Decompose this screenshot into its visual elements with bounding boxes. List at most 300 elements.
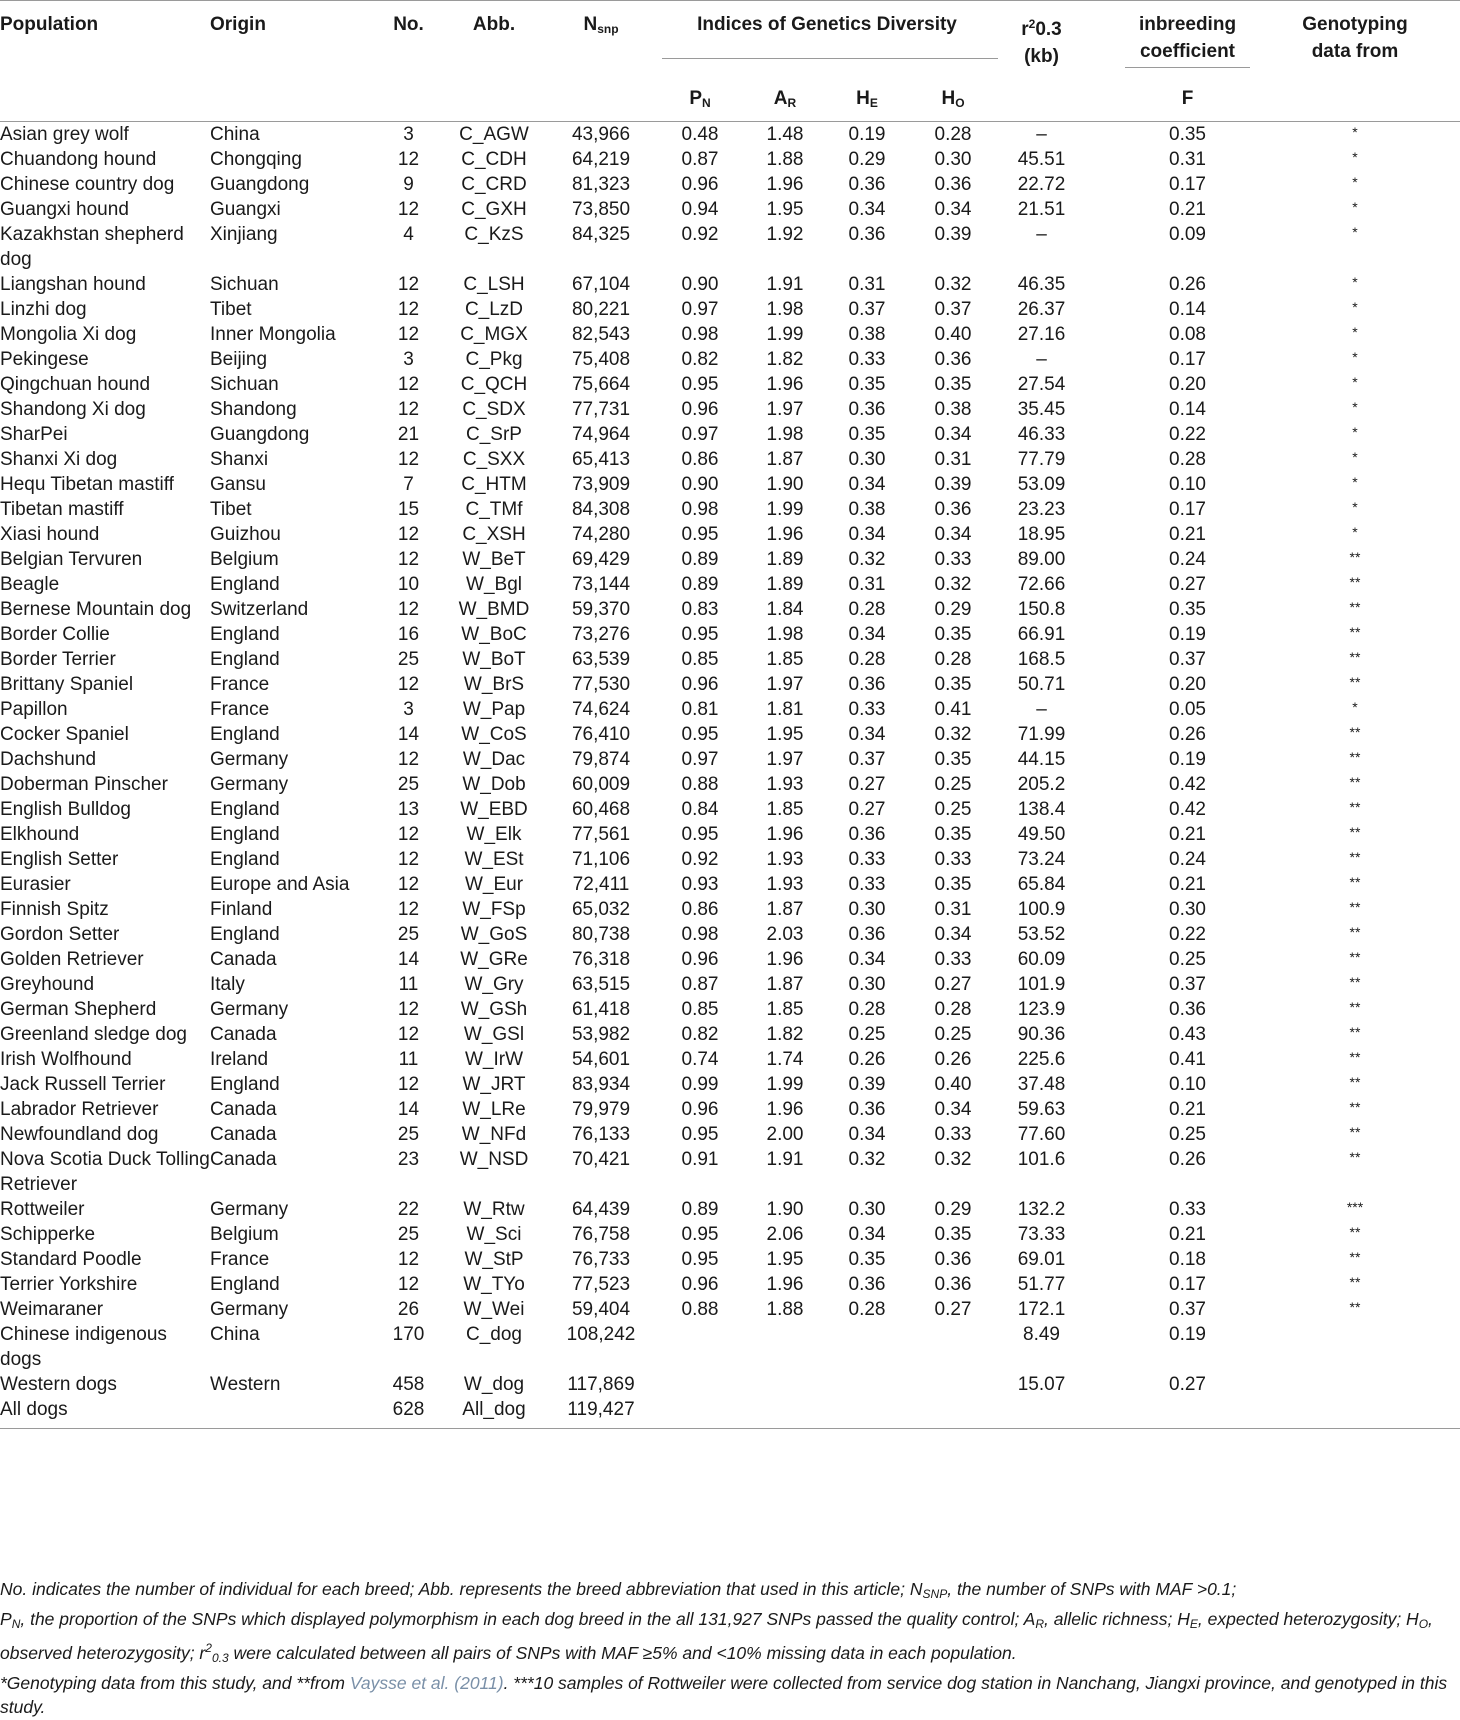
cell-f: 0.41	[1169, 1049, 1206, 1070]
cell-src: **	[1349, 749, 1361, 765]
cell-pn: 0.97	[681, 424, 719, 445]
cell-ar	[744, 1322, 826, 1372]
cell-no: 12	[397, 1274, 420, 1295]
cell-no: 26	[397, 1299, 420, 1320]
cell-r2: –	[1036, 699, 1047, 720]
col-ar: $A_R$	[744, 73, 826, 122]
cell-f: 0.14	[1169, 299, 1206, 320]
cell-population: Shanxi Xi dog	[0, 449, 118, 470]
cell-f: 0.17	[1169, 499, 1206, 520]
cell-src: **	[1349, 1024, 1361, 1040]
cell-population: Border Terrier	[0, 649, 116, 670]
cell-f: 0.17	[1169, 174, 1206, 195]
col-genotyping: Genotyping data from	[1302, 14, 1408, 62]
cell-nsnp: 60,009	[571, 774, 631, 795]
table-row	[0, 1122, 1460, 1147]
cell-population: Eurasier	[0, 874, 71, 895]
cell-f: 0.30	[1169, 899, 1206, 920]
cell-r2: 138.4	[1017, 799, 1066, 820]
table-row	[0, 872, 1460, 897]
cell-r2: 69.01	[1017, 1249, 1066, 1270]
cell-abb: W_Wei	[463, 1299, 525, 1320]
cell-no: 12	[397, 824, 420, 845]
cell-he: 0.34	[848, 199, 886, 220]
cell-origin: England	[210, 824, 280, 845]
cell-he: 0.37	[848, 749, 886, 770]
cell-abb: W_GoS	[460, 924, 528, 945]
cell-pn: 0.99	[681, 1074, 719, 1095]
cell-no: 25	[397, 774, 420, 795]
cell-no: 628	[375, 1397, 442, 1429]
cell-ar: 1.91	[766, 274, 804, 295]
cell-ar: 2.03	[766, 924, 804, 945]
cell-abb: W_BrS	[463, 674, 525, 695]
cell-pn: 0.86	[681, 449, 719, 470]
cell-src: **	[1349, 1299, 1361, 1315]
cell-ho: 0.25	[934, 799, 972, 820]
cell-pn: 0.85	[681, 649, 719, 670]
cell-he: 0.33	[848, 349, 886, 370]
cell-origin: Sichuan	[210, 274, 279, 295]
cell-src: *	[1352, 474, 1358, 490]
cell-r2: 21.51	[1017, 199, 1066, 220]
cell-no: 13	[397, 799, 420, 820]
cell-pn: 0.89	[681, 1199, 719, 1220]
cell-abb: W_NSD	[459, 1149, 529, 1170]
table-row	[0, 1222, 1460, 1247]
table-row	[0, 1322, 1460, 1372]
cell-r2	[998, 1397, 1085, 1429]
cell-no: 4	[403, 224, 414, 245]
cell-origin: Guizhou	[210, 524, 281, 545]
table-row	[0, 372, 1460, 397]
cell-he: 0.32	[848, 549, 886, 570]
cell-src: **	[1349, 649, 1361, 665]
cell-abb: W_Sci	[466, 1224, 522, 1245]
cell-ho: 0.33	[934, 949, 972, 970]
cell-ho: 0.30	[934, 149, 972, 170]
cell-origin: Guangdong	[210, 174, 310, 195]
cell-he: 0.30	[848, 974, 886, 995]
cell-no: 3	[403, 124, 414, 145]
cell-nsnp: 59,370	[571, 599, 631, 620]
cell-origin: Germany	[210, 1199, 289, 1220]
cell-src: *	[1352, 399, 1358, 415]
col-inbreeding: inbreeding coefficient	[1125, 1, 1250, 73]
col-r2: $r^20.3$ (kb)	[1021, 17, 1062, 67]
table-row	[0, 272, 1460, 297]
cell-pn: 0.85	[681, 999, 719, 1020]
table-row	[0, 1247, 1460, 1272]
cell-abb: W_TYo	[463, 1274, 525, 1295]
cell-nsnp: 70,421	[571, 1149, 631, 1170]
table-row	[0, 122, 1460, 148]
cell-no: 12	[397, 299, 420, 320]
cell-no: 25	[397, 649, 420, 670]
cell-ar: 1.48	[766, 124, 804, 145]
cell-ho: 0.34	[934, 199, 972, 220]
cell-abb: W_Elk	[466, 824, 522, 845]
cell-abb: C_CRD	[461, 174, 527, 195]
cell-origin: China	[210, 1324, 260, 1345]
cell-r2: 37.48	[1017, 1074, 1066, 1095]
cell-pn: 0.96	[681, 949, 719, 970]
cell-r2: 168.5	[1017, 649, 1066, 670]
cell-no: 12	[397, 274, 420, 295]
cell-pn: 0.82	[681, 349, 719, 370]
table-row	[0, 497, 1460, 522]
cell-ho: 0.38	[934, 399, 972, 420]
cell-abb: All_dog	[442, 1397, 546, 1429]
cell-r2: 53.09	[1017, 474, 1066, 495]
table-row	[0, 572, 1460, 597]
cell-nsnp: 119,427	[546, 1397, 656, 1429]
cell-src: *	[1352, 349, 1358, 365]
cell-ho: 0.36	[934, 1249, 972, 1270]
cell-ho: 0.35	[934, 374, 972, 395]
vaysse-reference-link[interactable]: Vaysse et al. (2011)	[349, 1672, 504, 1693]
cell-r2: 205.2	[1017, 774, 1066, 795]
cell-he: 0.36	[848, 674, 886, 695]
cell-population: Bernese Mountain dog	[0, 599, 192, 620]
cell-he: 0.28	[848, 599, 886, 620]
cell-pn: 0.87	[681, 974, 719, 995]
cell-ho: 0.36	[934, 349, 972, 370]
cell-f: 0.25	[1169, 949, 1206, 970]
cell-he: 0.36	[848, 174, 886, 195]
cell-ho: 0.28	[934, 649, 972, 670]
cell-src: *	[1352, 149, 1358, 165]
cell-ho: 0.36	[934, 174, 972, 195]
cell-pn: 0.98	[681, 324, 719, 345]
cell-population: Brittany Spaniel	[0, 674, 134, 695]
cell-population: Finnish Spitz	[0, 899, 109, 920]
cell-origin: Canada	[210, 1124, 277, 1145]
cell-f: 0.21	[1169, 199, 1206, 220]
cell-ar: 1.87	[766, 974, 804, 995]
cell-src: *	[1352, 324, 1358, 340]
cell-ar: 1.97	[766, 399, 804, 420]
cell-r2: 46.33	[1017, 424, 1066, 445]
cell-no: 3	[403, 349, 414, 370]
cell-ar: 1.93	[766, 874, 804, 895]
cell-f: 0.22	[1169, 424, 1206, 445]
cell-abb: W_GSl	[463, 1024, 525, 1045]
table-row	[0, 922, 1460, 947]
cell-r2: 46.35	[1017, 274, 1066, 295]
cell-no: 12	[397, 549, 420, 570]
cell-ho: 0.25	[934, 1024, 972, 1045]
cell-ar: 2.00	[766, 1124, 804, 1145]
cell-population: Qingchuan hound	[0, 374, 151, 395]
cell-src: **	[1349, 874, 1361, 890]
cell-no: 25	[397, 924, 420, 945]
cell-pn: 0.93	[681, 874, 719, 895]
cell-src: *	[1352, 699, 1358, 715]
table-row	[0, 547, 1460, 572]
cell-abb: W_FSp	[462, 899, 526, 920]
cell-he: 0.36	[848, 224, 886, 245]
cell-he: 0.28	[848, 999, 886, 1020]
cell-no: 14	[397, 949, 420, 970]
cell-origin: Guangxi	[210, 199, 281, 220]
cell-ar: 1.90	[766, 1199, 804, 1220]
cell-r2: 59.63	[1017, 1099, 1066, 1120]
cell-population: Weimaraner	[0, 1299, 104, 1320]
cell-r2: 123.9	[1017, 999, 1066, 1020]
cell-r2: –	[1036, 349, 1047, 370]
cell-ho: 0.36	[934, 1274, 972, 1295]
cell-abb: C_KzS	[464, 224, 524, 245]
cell-f: 0.08	[1169, 324, 1206, 345]
cell-no: 12	[397, 199, 420, 220]
table-row	[0, 297, 1460, 322]
col-origin: Origin	[210, 14, 266, 35]
cell-no: 12	[397, 1249, 420, 1270]
table-row	[0, 172, 1460, 197]
cell-abb: C_TMf	[465, 499, 523, 520]
cell-r2: 27.16	[1017, 324, 1066, 345]
cell-src: *	[1352, 424, 1358, 440]
cell-no: 7	[403, 474, 414, 495]
cell-nsnp: 73,850	[571, 199, 631, 220]
cell-population: Chinese indigenous dogs	[0, 1324, 167, 1370]
cell-ho: 0.29	[934, 599, 972, 620]
cell-f: 0.42	[1169, 774, 1206, 795]
cell-f: 0.19	[1169, 624, 1206, 645]
cell-he: 0.26	[848, 1049, 886, 1070]
cell-nsnp: 75,664	[571, 374, 631, 395]
cell-r2: 73.24	[1017, 849, 1066, 870]
cell-population: Linzhi dog	[0, 299, 87, 320]
cell-f: 0.17	[1169, 349, 1206, 370]
cell-ho: 0.34	[934, 524, 972, 545]
cell-population: Nova Scotia Duck Tolling Retriever	[0, 1149, 210, 1195]
cell-abb: W_Rtw	[463, 1199, 525, 1220]
cell-pn: 0.97	[681, 749, 719, 770]
cell-pn: 0.96	[681, 1099, 719, 1120]
cell-ar: 1.88	[766, 149, 804, 170]
cell-ar: 1.98	[766, 624, 804, 645]
cell-no: 11	[398, 1049, 419, 1070]
cell-origin: Tibet	[210, 499, 252, 520]
table-row	[0, 447, 1460, 472]
cell-no: 12	[397, 849, 420, 870]
cell-abb: C_Pkg	[465, 349, 523, 370]
cell-f: 0.35	[1169, 124, 1206, 145]
cell-ar: 1.99	[766, 324, 804, 345]
cell-r2: 100.9	[1017, 899, 1066, 920]
cell-nsnp: 76,133	[571, 1124, 631, 1145]
cell-no: 10	[397, 574, 420, 595]
cell-f: 0.37	[1169, 974, 1206, 995]
cell-nsnp: 73,144	[571, 574, 631, 595]
cell-origin: Gansu	[210, 474, 266, 495]
cell-population: Greenland sledge dog	[0, 1024, 187, 1045]
cell-no: 12	[397, 1024, 420, 1045]
cell-abb: C_XSH	[462, 524, 526, 545]
footnote-abbreviations: No. indicates the number of individual for each breed; Abb. represents the breed abbreviation that used in this article; $N_{SNP}$, the number of SNPs with MAF >0.1; $P_N$, the proportion of the SNPs which displayed polymorphism in each dog breed in the all 131,927 SNPs passed the quality control; $A_R$, allelic richness; $H_E$, expected heterozygosity; $H_O$, observed heterozygosity; $r^2_{0.3}$ were calculated between all pairs of SNPs with MAF ≥5% and <10% missing data in each population.	[0, 1579, 1433, 1665]
cell-nsnp: 77,523	[571, 1274, 631, 1295]
cell-origin: Sichuan	[210, 374, 279, 395]
cell-src	[1250, 1372, 1460, 1397]
cell-src: **	[1349, 924, 1361, 940]
cell-src: *	[1352, 174, 1358, 190]
cell-origin: Guangdong	[210, 424, 310, 445]
cell-ho: 0.35	[934, 749, 972, 770]
cell-abb: W_ESt	[464, 849, 524, 870]
cell-nsnp: 64,219	[571, 149, 631, 170]
cell-f: 0.21	[1169, 1224, 1206, 1245]
cell-no: 12	[397, 1074, 420, 1095]
cell-pn: 0.92	[681, 849, 719, 870]
table-row	[0, 947, 1460, 972]
cell-src: **	[1349, 1224, 1361, 1240]
cell-nsnp: 65,413	[571, 449, 631, 470]
table-row	[0, 322, 1460, 347]
cell-abb: W_BoC	[461, 624, 527, 645]
cell-abb: C_GXH	[461, 199, 527, 220]
cell-he	[826, 1397, 908, 1429]
cell-r2: 26.37	[1017, 299, 1066, 320]
cell-pn: 0.95	[681, 1224, 719, 1245]
cell-r2: 23.23	[1017, 499, 1066, 520]
cell-population: Rottweiler	[0, 1199, 85, 1220]
cell-pn: 0.48	[681, 124, 719, 145]
cell-nsnp: 84,325	[571, 224, 631, 245]
cell-population: Tibetan mastiff	[0, 499, 124, 520]
cell-nsnp: 77,530	[571, 674, 631, 695]
cell-nsnp: 82,543	[571, 324, 631, 345]
cell-origin: Shandong	[210, 399, 297, 420]
cell-population: Shandong Xi dog	[0, 399, 146, 420]
cell-population: Kazakhstan shepherd dog	[0, 224, 184, 270]
table-row	[0, 522, 1460, 547]
cell-population: Newfoundland dog	[0, 1124, 159, 1145]
cell-origin: England	[210, 799, 280, 820]
cell-f: 0.17	[1169, 1274, 1206, 1295]
cell-src: *	[1352, 299, 1358, 315]
cell-population: Chuandong hound	[0, 149, 157, 170]
cell-ar: 1.81	[766, 699, 804, 720]
cell-abb: C_QCH	[460, 374, 528, 395]
cell-nsnp: 76,733	[571, 1249, 631, 1270]
cell-abb: W_Dob	[462, 774, 526, 795]
cell-he: 0.39	[848, 1074, 886, 1095]
cell-origin: Belgium	[210, 549, 279, 570]
cell-ho: 0.35	[934, 624, 972, 645]
cell-src: **	[1349, 724, 1361, 740]
cell-he: 0.34	[848, 1124, 886, 1145]
cell-he: 0.25	[848, 1024, 886, 1045]
cell-abb: W_CoS	[461, 724, 527, 745]
cell-ar: 1.96	[766, 949, 804, 970]
cell-pn: 0.89	[681, 549, 719, 570]
cell-pn: 0.91	[681, 1149, 719, 1170]
cell-f: 0.05	[1169, 699, 1206, 720]
cell-ho: 0.33	[934, 549, 972, 570]
cell-ar: 1.89	[766, 574, 804, 595]
cell-pn: 0.97	[681, 299, 719, 320]
table-row	[0, 1147, 1460, 1197]
cell-nsnp: 43,966	[571, 124, 631, 145]
cell-f: 0.26	[1169, 724, 1206, 745]
cell-he: 0.30	[848, 449, 886, 470]
cell-ar: 1.96	[766, 524, 804, 545]
cell-r2: 71.99	[1017, 724, 1066, 745]
cell-f: 0.25	[1169, 1124, 1206, 1145]
cell-ar: 1.74	[766, 1049, 804, 1070]
cell-he: 0.27	[848, 774, 886, 795]
cell-nsnp: 53,982	[571, 1024, 631, 1045]
col-ho: $H_O$	[908, 73, 998, 122]
cell-origin: Chongqing	[210, 149, 302, 170]
cell-origin: Belgium	[210, 1224, 279, 1245]
cell-f: 0.43	[1169, 1024, 1206, 1045]
cell-origin	[210, 1397, 375, 1429]
table-row	[0, 797, 1460, 822]
cell-ho	[908, 1322, 998, 1372]
cell-ho: 0.33	[934, 849, 972, 870]
cell-ar: 1.91	[766, 1149, 804, 1170]
col-population: Population	[0, 14, 99, 35]
cell-ho: 0.34	[934, 1099, 972, 1120]
cell-pn: 0.86	[681, 899, 719, 920]
cell-no: 11	[398, 974, 419, 995]
cell-pn: 0.81	[681, 699, 719, 720]
cell-he: 0.33	[848, 874, 886, 895]
cell-r2: 35.45	[1017, 399, 1066, 420]
cell-no: 23	[397, 1149, 420, 1170]
cell-src: **	[1349, 799, 1361, 815]
cell-origin: Canada	[210, 1149, 277, 1170]
cell-origin: Canada	[210, 1099, 277, 1120]
cell-r2: 44.15	[1017, 749, 1066, 770]
cell-r2: 72.66	[1017, 574, 1066, 595]
cell-ho: 0.31	[934, 899, 972, 920]
cell-no: 25	[397, 1124, 420, 1145]
cell-ar: 1.85	[766, 649, 804, 670]
cell-origin: Germany	[210, 749, 289, 770]
cell-src: **	[1349, 549, 1361, 565]
cell-no: 9	[403, 174, 414, 195]
cell-origin: Italy	[210, 974, 245, 995]
cell-ho: 0.32	[934, 724, 972, 745]
cell-ar: 1.82	[766, 1024, 804, 1045]
cell-he: 0.36	[848, 1099, 886, 1120]
cell-pn: 0.96	[681, 674, 719, 695]
cell-pn: 0.92	[681, 224, 719, 245]
table-row	[0, 722, 1460, 747]
cell-origin: England	[210, 924, 280, 945]
cell-ho: 0.27	[934, 1299, 972, 1320]
cell-ar: 1.88	[766, 1299, 804, 1320]
cell-ar: 1.96	[766, 1099, 804, 1120]
cell-src: **	[1349, 824, 1361, 840]
cell-origin: England	[210, 849, 280, 870]
cell-population: Terrier Yorkshire	[0, 1274, 138, 1295]
cell-abb: W_NFd	[461, 1124, 527, 1145]
cell-origin: France	[210, 1249, 270, 1270]
cell-f: 0.19	[1169, 1324, 1206, 1345]
cell-he: 0.35	[848, 374, 886, 395]
cell-src	[1250, 1397, 1460, 1429]
cell-src	[1250, 1322, 1460, 1372]
cell-ar: 1.93	[766, 849, 804, 870]
cell-population: Mongolia Xi dog	[0, 324, 137, 345]
col-abb: Abb.	[472, 14, 516, 35]
cell-no: 25	[397, 1224, 420, 1245]
